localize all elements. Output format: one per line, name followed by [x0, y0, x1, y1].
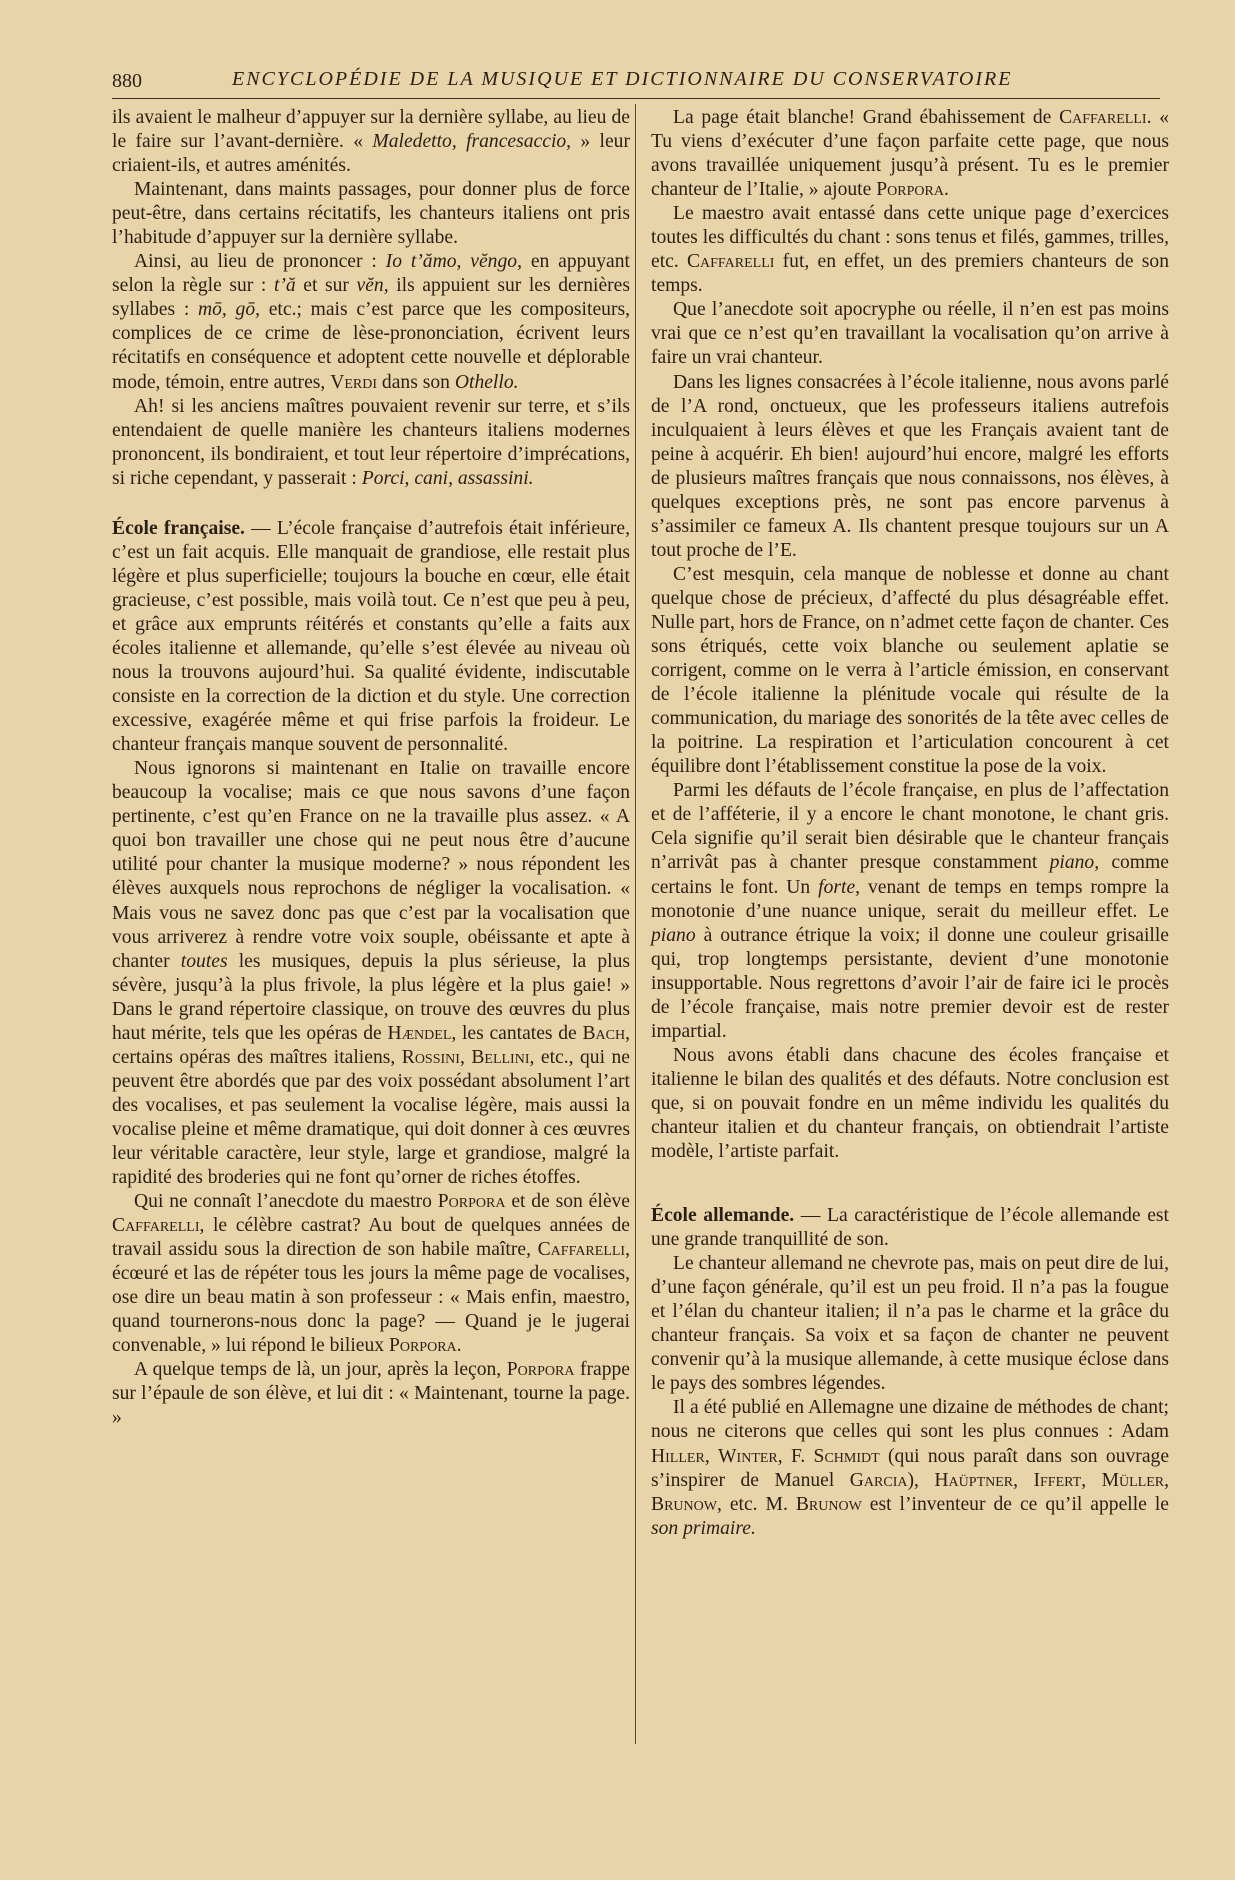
paragraph: ils avaient le malheur d’appuyer sur la dernière syllabe, au lieu de le faire sur l’avant-dernière. « Maledetto, francesaccio, » leur criaient-ils, et autres aménités.	[112, 107, 630, 177]
paragraph: Nous ignorons si maintenant en Italie on travaille encore beaucoup la vocalise; mais ce que nous savons d’une façon pertinente, c’est qu’en France on ne la travaille plus assez. « A quoi bon travailler une chose qui ne peut nous être d’aucune utilité pour chanter la musique moderne? » nous répondent les élèves auxquels nous reprochons de négliger la vocalisation. « Mais vous ne savez donc pas que c’est par la vocalisation que vous arriverez à rendre votre voix souple, obéissante et apte à chanter toutes les musiques, depuis la plus sérieuse, la plus sévère, jusqu’à la plus frivole, la plus légère et la plus gaie! » Dans le grand répertoire classique, on trouve des œuvres du plus haut mérite, tels que les opéras de Hændel, les cantates de Bach, certains opéras des maîtres italiens, Rossini, Bellini, etc., qui ne peuvent être abordés que par des voix possédant absolument l’art des vocalises, et pas seulement la vocalise légère, mais aussi la vocalise pleine et même dramatique, qui doit donner à ces œuvres leur véritable caractère, leur style, large et grandiose, malgré la rapidité des broderies qui ne font qu’orner de riches étoffes.	[112, 758, 631, 1189]
section-paragraph: École allemande. — La caractéristique de l’école allemande est une grande tranquillité de son.	[651, 1205, 1169, 1251]
right-column	[651, 106, 1169, 1541]
paragraph: A quelque temps de là, un jour, après la leçon, Porpora frappe sur l’épaule de son élève, et lui dit : « Maintenant, tourne la page. »	[112, 1359, 630, 1429]
left-column	[112, 106, 630, 1431]
section-heading: École française.	[112, 517, 245, 539]
paragraph: Le chanteur allemand ne chevrote pas, mais on peut dire de lui, d’une façon générale, qu’il est un peu froid. Il n’a pas la fougue et l’élan du chanteur italien; il n’a pas le charme et la grâce du chanteur français. Sa voix et sa façon de chanter ne peuvent convenir qu’à la musique allemande, à cette musique éclose dans le pays des sombres légendes.	[651, 1253, 1169, 1395]
paragraph: Que l’anecdote soit apocryphe ou réelle, il n’en est pas moins vrai que ce n’est qu’en travaillant la vocalisation qu’on arrive à faire un vrai chanteur.	[651, 299, 1169, 369]
column-divider	[635, 104, 636, 1744]
section-heading: École allemande.	[651, 1205, 795, 1227]
paragraph: Le maestro avait entassé dans cette unique page d’exercices toutes les difficultés du chant : sons tenus et filés, gammes, trilles, etc. Caffarelli fut, en effet, un des premiers chanteurs de son temps.	[651, 203, 1169, 297]
page-header	[112, 64, 1160, 99]
paragraph: C’est mesquin, cela manque de noblesse et donne au chant quelque chose de précieux, d’affecté du plus désagréable effet. Nulle part, hors de France, on n’admet cette façon de chanter. Ces sons étriqués, cette voix blanche ou seulement aplatie se corrigent, comme on le verra à l’article émission, en conservant de l’école italienne la plénitude vocale qui résulte de la communication, du mariage des sonorités de la tête avec celles de la poitrine. La respiration et l’articulation concourent à cet équilibre dont l’établissement constitue la pose de la voix.	[651, 563, 1169, 778]
paragraph: Ainsi, au lieu de prononcer : Io t’ămo, vĕngo, en appuyant selon la règle sur : t’ă et sur vĕn, ils appuient sur les dernières syllabes : mō, gō, etc.; mais c’est parce que les compositeurs, complices de ce crime de lèse-prononciation, écrivent leurs récitatifs en conséquence et adoptent cette nouvelle et déplorable mode, témoin, entre autres, Verdi dans son Othello.	[112, 251, 630, 393]
paragraph: Il a été publié en Allemagne une dizaine de méthodes de chant; nous ne citerons que celles qui sont les plus connues : Adam Hiller, Winter, F. Schmidt (qui nous paraît dans son ouvrage s’inspirer de Manuel Garcia), Haüptner, Iffert, Müller, Brunow, etc. M. Brunow est l’inventeur de ce qu’il appelle le son primaire.	[651, 1397, 1170, 1539]
paragraph: Nous avons établi dans chacune des écoles française et italienne le bilan des qualités et des défauts. Notre conclusion est que, si on pouvait fondre en un même individu les qualités du chanteur italien et du chanteur français, on obtiendrait l’artiste modèle, l’artiste parfait.	[651, 1044, 1169, 1163]
paragraph: La page était blanche! Grand ébahissement de Caffarelli. « Tu viens d’exécuter d’une façon parfaite cette page, que nous avons travaillée uniquement jusqu’à présent. Tu es le premier chanteur de l’Italie, » ajoute Porpora.	[651, 107, 1170, 201]
paragraph: Maintenant, dans maints passages, pour donner plus de force peut-être, dans certains récitatifs, les chanteurs italiens ont pris l’habitude d’appuyer sur la dernière syllabe.	[112, 179, 630, 249]
paragraph: Parmi les défauts de l’école française, en plus de l’affectation et de l’afféterie, il y a encore le chant monotone, le chant gris. Cela signifie qu’il serait bien désirable que le chanteur français n’arrivât pas à chanter presque constamment piano, comme certains le font. Un forte, venant de temps en temps rompre la monotonie d’une nuance unique, serait du meilleur effet. Le piano à outrance étrique la voix; il donne une couleur grisaille qui, trop longtemps persistante, devient d’une monotonie insupportable. Nous regrettons d’avoir l’air de faire ici le procès de l’école française, mais notre premier devoir est de rester impartial.	[651, 780, 1169, 1042]
section-paragraph: École française. — L’école française d’autrefois était inférieure, c’est un fait acquis. Elle manquait de grandiose, elle restait plus légère et plus superficielle; toujours la bouche en cœur, elle était gracieuse, c’est possible, mais voilà tout. Ce n’est que peu à peu, et grâce aux emprunts réitérés et constants qu’elle a faits aux écoles italienne et allemande, qu’elle s’est élevée au niveau où nous la trouvons aujourd’hui. Sa qualité évidente, indiscutable consiste en la correction de la diction et du style. Une correction excessive, exagérée même et qui frise parfois la froideur. Le chanteur français manque souvent de personnalité.	[112, 517, 630, 756]
paragraph: Ah! si les anciens maîtres pouvaient revenir sur terre, et s’ils entendaient de quelle manière les chanteurs italiens modernes prononcent, ils bondiraient, et tout leur répertoire d’imprécations, si riche cependant, y passerait : Porci, cani, assassini.	[112, 395, 630, 489]
page-number: 880	[112, 70, 142, 92]
running-title: ENCYCLOPÉDIE DE LA MUSIQUE ET DICTIONNAIRE DU CONSERVATOIRE	[232, 68, 1013, 90]
paragraph: Qui ne connaît l’anecdote du maestro Porpora et de son élève Caffarelli, le célèbre castrat? Au bout de quelques années de travail assidu sous la direction de son habile maître, Caffarelli, écœuré et las de répéter tous les jours la même page de vocalises, ose dire un beau matin à son professeur : « Mais enfin, maestro, quand tournerons-nous donc la page? — Quand je le jugerai convenable, » lui répond le bilieux Porpora.	[112, 1191, 631, 1357]
paragraph: Dans les lignes consacrées à l’école italienne, nous avons parlé de l’A rond, onctueux, que les professeurs italiens autrefois inculquaient à leurs élèves et que les Français avaient tant de peine à acquérir. Eh bien! aujourd’hui encore, malgré les efforts de plusieurs maîtres français que nous connaissons, nos élèves, à quelques exceptions près, ne sont pas encore parvenus à s’assimiler ce fameux A. Ils chantent presque toujours sur un A tout proche de l’E.	[651, 371, 1169, 561]
